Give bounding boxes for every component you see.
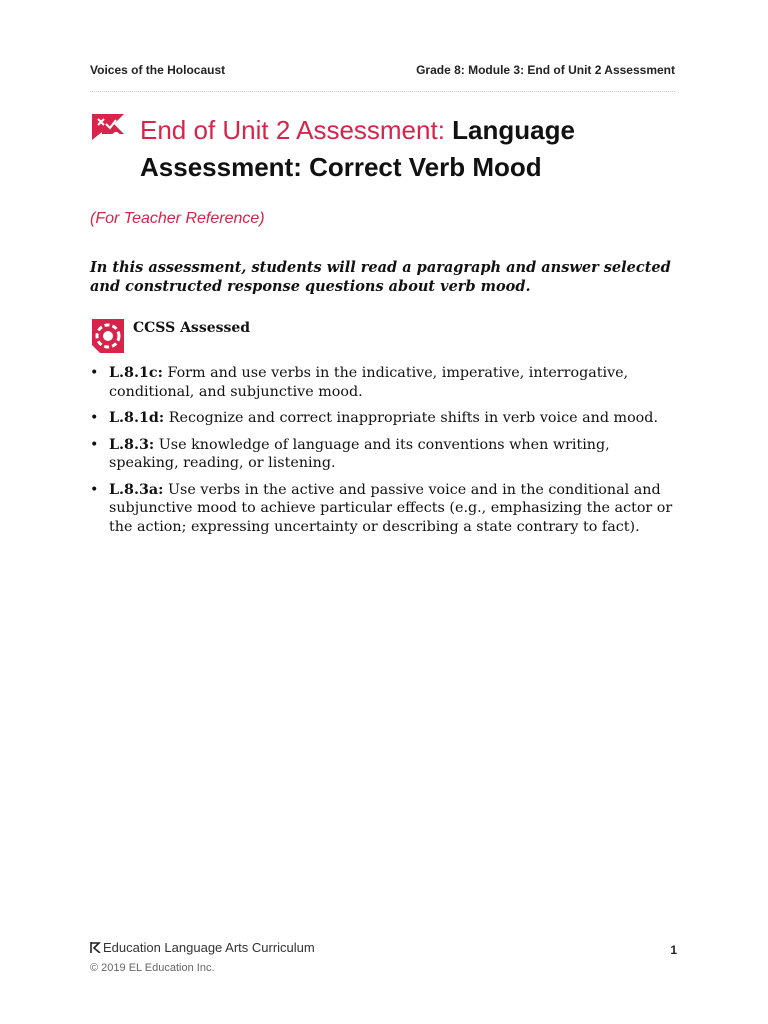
assessment-intro: In this assessment, students will read a paragraph and answer selected and constructed response questions about verb mood. [90,259,671,295]
standard-code: L.8.1c: [109,365,163,381]
footer-curriculum-name: Education Language Arts Curriculum [103,940,315,955]
title-assessment-part: Language Assessment: Correct Verb Mood [140,115,575,182]
title-unit-part: End of Unit 2 Assessment: [140,115,445,145]
standard-text: Use verbs in the active and passive voice and in the conditional and subjunctive mood to achieve particular effects (e.g., emphasizing the actor or the action; expressing uncertainty or describing a state contrary to fact). [109,481,673,535]
footer-logo [90,940,315,955]
bullet-icon: • [90,410,99,426]
bullet-icon: • [90,436,99,453]
standard-code: L.8.3a: [109,481,164,498]
standard-code: L.8.1d: [109,410,165,426]
list-item [90,364,675,401]
standard-code: L.8.3: [109,436,155,453]
standard-text: Use knowledge of language and its conventions when writing, speaking, reading, or listening. [109,436,610,471]
el-logo-icon [90,942,101,953]
page-title [140,112,700,186]
ccss-icon [90,317,126,355]
footer-copyright: © 2019 EL Education Inc. [90,962,215,974]
list-item [90,436,675,473]
assessment-icon [90,110,126,148]
header-module-info: Grade 8: Module 3: End of Unit 2 Assessment [416,63,675,77]
bullet-icon: • [90,481,99,498]
header-course-title: Voices of the Holocaust [90,63,226,77]
bullet-icon: • [90,365,99,381]
standard-text: Recognize and correct inappropriate shifts in verb voice and mood. [168,410,658,426]
page-number: 1 [670,943,677,957]
standards-list [90,364,675,544]
list-item [90,481,675,537]
list-item [90,409,675,428]
page-header [90,63,675,92]
standard-text: Form and use verbs in the indicative, imperative, interrogative, conditional, and subjunctive mood. [109,365,629,400]
ccss-assessed-label: CCSS Assessed [133,320,251,336]
teacher-reference-note: (For Teacher Reference) [90,210,265,227]
